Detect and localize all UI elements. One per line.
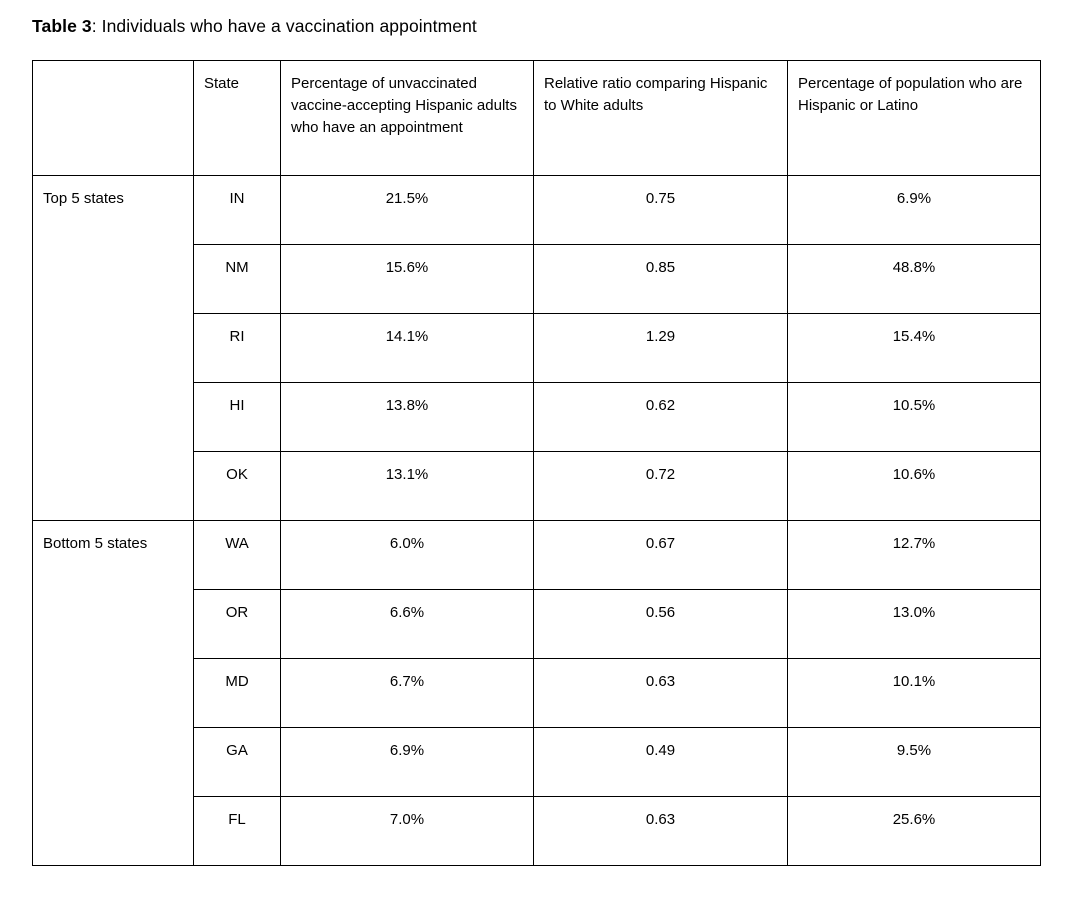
pct-population-value: 12.7%	[788, 521, 1041, 590]
state-abbrev: GA	[194, 728, 281, 797]
header-cell-relative-ratio: Relative ratio comparing Hispanic to White adults	[534, 61, 788, 176]
table-caption-label: Table 3	[32, 16, 92, 36]
pct-population-value: 9.5%	[788, 728, 1041, 797]
pct-appointment-value: 13.8%	[281, 383, 534, 452]
pct-appointment-value: 6.7%	[281, 659, 534, 728]
table-row	[33, 176, 1041, 245]
header-cell-group	[33, 61, 194, 176]
pct-appointment-value: 6.9%	[281, 728, 534, 797]
relative-ratio-value: 1.29	[534, 314, 788, 383]
pct-appointment-value: 6.0%	[281, 521, 534, 590]
header-cell-pct-appointment: Percentage of unvaccinated vaccine-accepting Hispanic adults who have an appointment	[281, 61, 534, 176]
state-abbrev: OK	[194, 452, 281, 521]
relative-ratio-value: 0.75	[534, 176, 788, 245]
table-caption-text: : Individuals who have a vaccination appointment	[91, 16, 477, 36]
pct-appointment-value: 14.1%	[281, 314, 534, 383]
pct-population-value: 48.8%	[788, 245, 1041, 314]
group-label-bottom5: Bottom 5 states	[33, 521, 194, 866]
pct-population-value: 6.9%	[788, 176, 1041, 245]
pct-appointment-value: 21.5%	[281, 176, 534, 245]
vaccination-appointment-table	[32, 60, 1041, 866]
pct-population-value: 10.6%	[788, 452, 1041, 521]
state-abbrev: HI	[194, 383, 281, 452]
state-abbrev: FL	[194, 797, 281, 866]
header-cell-state: State	[194, 61, 281, 176]
state-abbrev: IN	[194, 176, 281, 245]
pct-population-value: 10.1%	[788, 659, 1041, 728]
pct-population-value: 15.4%	[788, 314, 1041, 383]
table-row	[33, 521, 1041, 590]
pct-appointment-value: 13.1%	[281, 452, 534, 521]
state-abbrev: MD	[194, 659, 281, 728]
header-cell-pct-population: Percentage of population who are Hispanic or Latino	[788, 61, 1041, 176]
pct-appointment-value: 15.6%	[281, 245, 534, 314]
relative-ratio-value: 0.72	[534, 452, 788, 521]
pct-appointment-value: 6.6%	[281, 590, 534, 659]
relative-ratio-value: 0.49	[534, 728, 788, 797]
state-abbrev: WA	[194, 521, 281, 590]
state-abbrev: NM	[194, 245, 281, 314]
relative-ratio-value: 0.85	[534, 245, 788, 314]
relative-ratio-value: 0.56	[534, 590, 788, 659]
relative-ratio-value: 0.63	[534, 659, 788, 728]
relative-ratio-value: 0.63	[534, 797, 788, 866]
pct-population-value: 13.0%	[788, 590, 1041, 659]
relative-ratio-value: 0.67	[534, 521, 788, 590]
state-abbrev: OR	[194, 590, 281, 659]
pct-population-value: 10.5%	[788, 383, 1041, 452]
state-abbrev: RI	[194, 314, 281, 383]
pct-appointment-value: 7.0%	[281, 797, 534, 866]
relative-ratio-value: 0.62	[534, 383, 788, 452]
pct-population-value: 25.6%	[788, 797, 1041, 866]
table-caption	[32, 14, 1040, 38]
group-label-top5: Top 5 states	[33, 176, 194, 521]
header-row	[33, 61, 1041, 176]
